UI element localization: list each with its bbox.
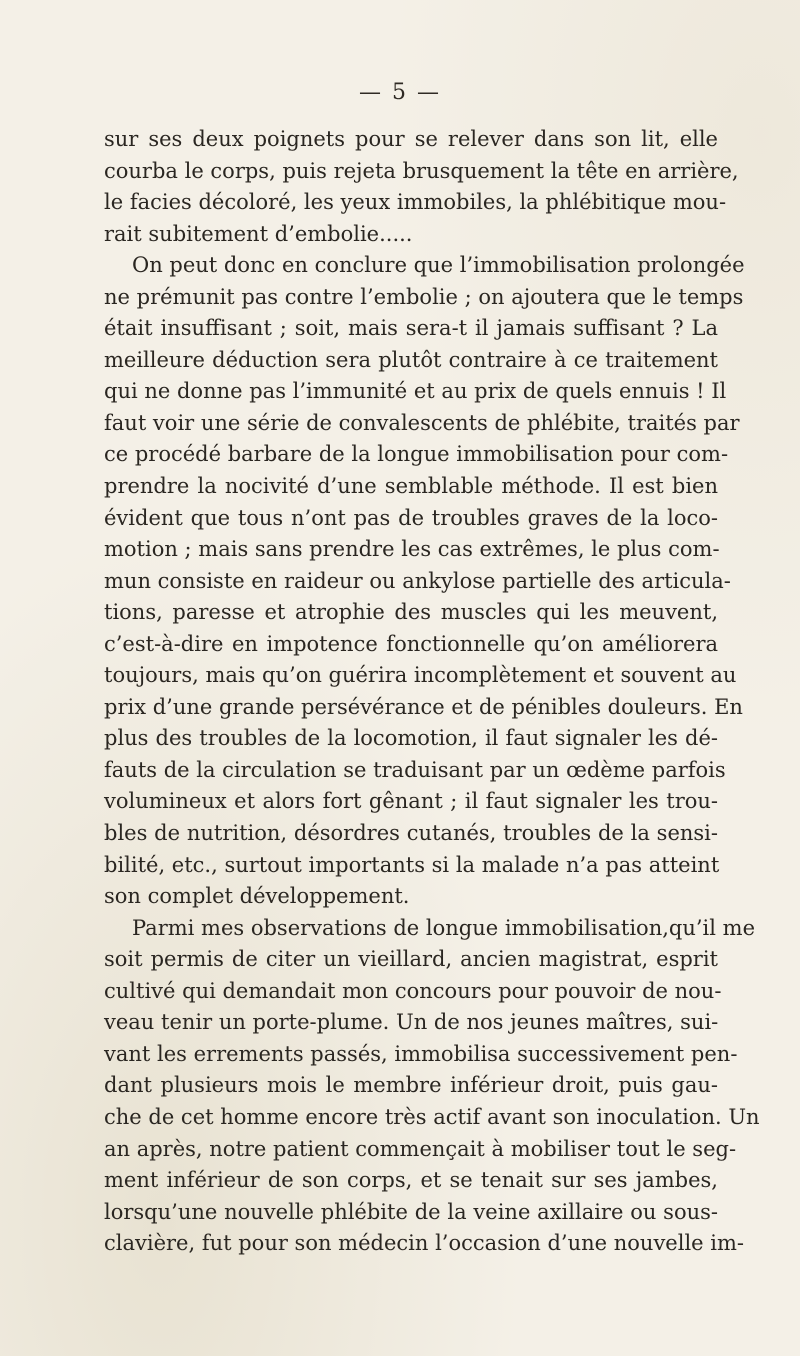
text-line: fauts de la circulation se traduisant par un œdème parfois bbox=[104, 757, 726, 782]
text-line: prendre la nocivité d’une semblable méthode. Il est bien bbox=[104, 474, 718, 499]
text-line: che de cet homme encore très actif avant son inoculation. Un bbox=[104, 1104, 760, 1129]
text-line: motion ; mais sans prendre les cas extrêmes, le plus com- bbox=[104, 537, 720, 562]
text-line: plus des troubles de la locomotion, il faut signaler les dé- bbox=[104, 726, 718, 751]
text-line: prix d’une grande persévérance et de pénibles douleurs. En bbox=[104, 694, 743, 719]
page-number: — 5 — bbox=[359, 80, 441, 105]
text-line: son complet développement. bbox=[104, 884, 410, 909]
text-line: soit permis de citer un vieillard, ancien magistrat, esprit bbox=[104, 947, 718, 972]
text-line: c’est-à-dire en impotence fonctionnelle qu’on améliorera bbox=[104, 631, 718, 656]
text-line: lorsqu’une nouvelle phlébite de la veine axillaire ou sous- bbox=[104, 1199, 718, 1224]
text-line: vant les errements passés, immobilisa successivement pen- bbox=[104, 1041, 738, 1066]
text-line: était insuffisant ; soit, mais sera-t il jamais suffisant ? La bbox=[104, 316, 718, 341]
text-line: On peut donc en conclure que l’immobilisation prolongée bbox=[132, 253, 745, 278]
text-line: ne prémunit pas contre l’embolie ; on ajoutera que le temps bbox=[104, 284, 744, 309]
text-line: an après, notre patient commençait à mobiliser tout le seg- bbox=[104, 1136, 737, 1161]
text-line: clavière, fut pour son médecin l’occasion d’une nouvelle im- bbox=[104, 1231, 744, 1256]
text-line: faut voir une série de convalescents de phlébite, traités par bbox=[104, 410, 740, 435]
text-line: bles de nutrition, désordres cutanés, troubles de la sensi- bbox=[104, 821, 718, 846]
text-line: mun consiste en raideur ou ankylose partielle des articula- bbox=[104, 568, 731, 593]
body-text bbox=[104, 124, 760, 1260]
text-line: cultivé qui demandait mon concours pour pouvoir de nou- bbox=[104, 978, 722, 1003]
text-line: ment inférieur de son corps, et se tenait sur ses jambes, bbox=[104, 1168, 718, 1193]
text-line: évident que tous n’ont pas de troubles graves de la loco- bbox=[104, 505, 718, 530]
text-line: volumineux et alors fort gênant ; il faut signaler les trou- bbox=[104, 789, 718, 814]
text-line: qui ne donne pas l’immunité et au prix de quels ennuis ! Il bbox=[104, 379, 727, 404]
text-line: veau tenir un porte-plume. Un de nos jeunes maîtres, sui- bbox=[104, 1010, 719, 1035]
text-line: rait subitement d’embolie..... bbox=[104, 221, 413, 246]
text-line: sur ses deux poignets pour se relever dans son lit, elle bbox=[104, 127, 718, 151]
text-line: tions, paresse et atrophie des muscles qui les meuvent, bbox=[104, 600, 718, 625]
text-line: le facies décoloré, les yeux immobiles, la phlébitique mou- bbox=[104, 190, 727, 215]
text-line: dant plusieurs mois le membre inférieur droit, puis gau- bbox=[104, 1073, 718, 1098]
text-line: bilité, etc., surtout importants si la malade n’a pas atteint bbox=[104, 852, 720, 877]
text-line: courba le corps, puis rejeta brusquement la tête en arrière, bbox=[104, 158, 739, 183]
text-line: toujours, mais qu’on guérira incomplètement et souvent au bbox=[104, 663, 737, 688]
text-line: ce procédé barbare de la longue immobilisation pour com- bbox=[104, 442, 729, 467]
text-line: meilleure déduction sera plutôt contraire à ce traitement bbox=[104, 347, 718, 372]
text-line: Parmi mes observations de longue immobilisation,qu’il me bbox=[132, 915, 755, 940]
